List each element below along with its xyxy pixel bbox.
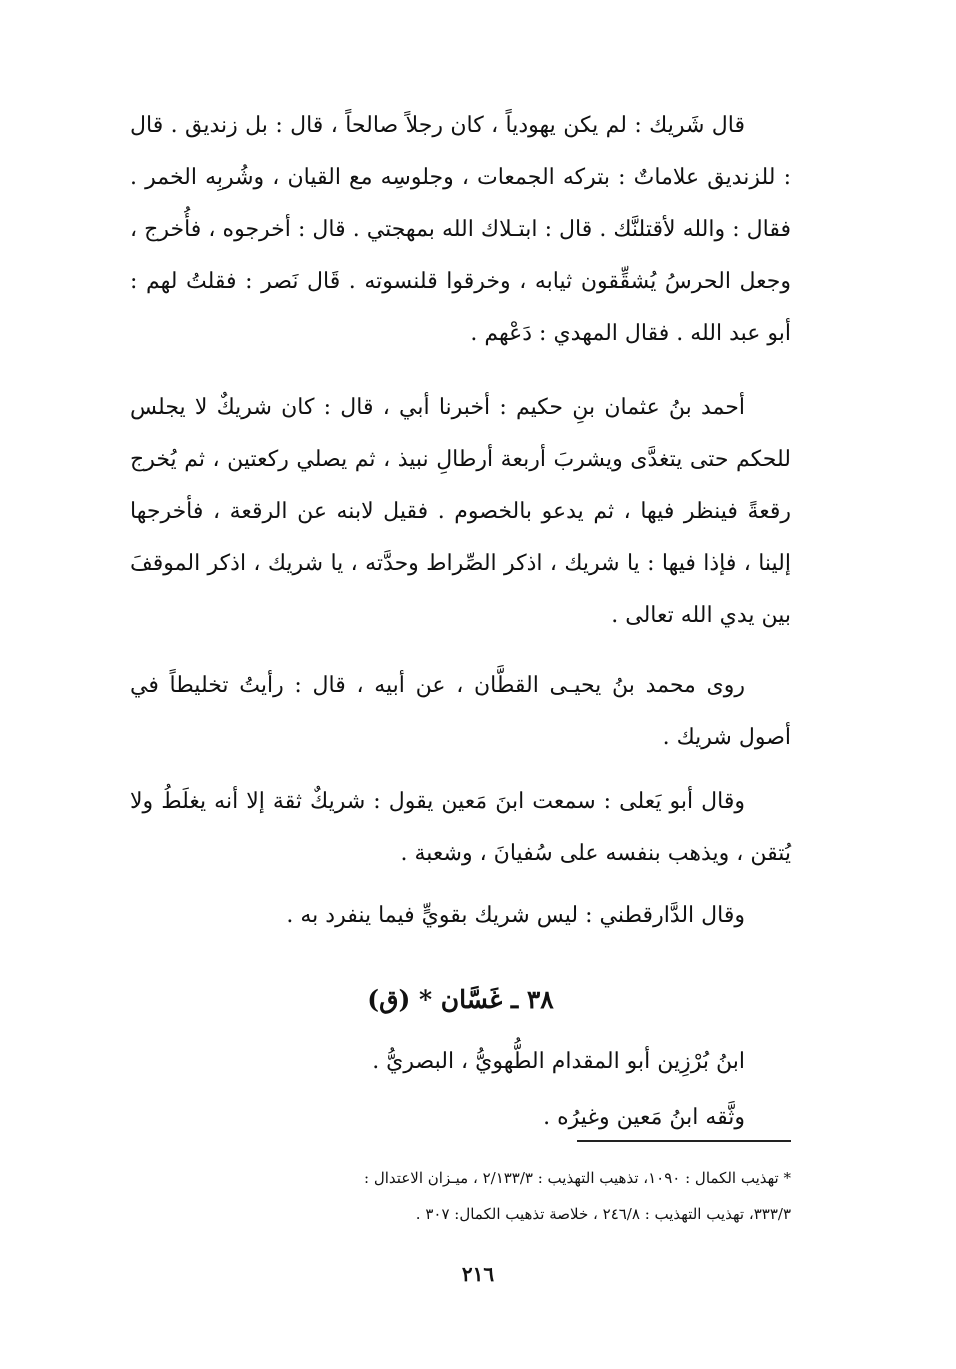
paragraph-muhammad-al-qattan: روى محمد بنُ يحيـى القطَّان ، عن أبيه ، قال : رأيتُ تخليطاً في أصول شريك . — [130, 673, 791, 750]
entry-heading: ٣٨ ـ غَسَّان * (ق) — [367, 985, 554, 1014]
paragraph-ahmad-ibn-uthman: أحمد بنُ عثمان بنِ حكيم : أخبرنا أبي ، قال : كان شريكٌ لا يجلس للحكم حتى يتغدَّى ويشربَ أربعة أرطالِ نبيذ ، ثم يصلي ركعتين ، ثم يُخرج رقعةً فينظر فيها ، ثم يدعو بالخصوم . فقيل لابنه عن الرقعة ، فأخرجها إلينا ، فإذا فيها : يا شريك ، اذكر الصِّراط وحدَّته ، يا شريك ، اذكر الموقفَ بين يدي الله تعالى . — [130, 395, 791, 628]
footnote-line: * تهذيب الكمال : ١٠٩٠، تذهيب التهذيب : ٢/١٣٣/٣ ، ميـزان الاعتدال : — [364, 1169, 791, 1187]
entry-line-tawthiq: وثَّقه ابنُ مَعين وغيرُه . — [543, 1105, 745, 1130]
paragraph-daraqutni: وقال الدَّارقطني : ليس شريك بقويٍّ فيما ينفرد به . — [286, 903, 745, 928]
footnotes — [130, 1160, 791, 1232]
page-number: ٢١٦ — [461, 1262, 495, 1286]
paragraph-abu-yala: وقال أبو يَعلى : سمعت ابنَ مَعين يقول : شريكٌ ثقة إلا أنه يغلَطُ ولا يُتقن ، ويذهب بنفسه على سُفيانَ ، وشعبة . — [130, 789, 791, 866]
entry-line-lineage: ابنُ بُرْزِين أبو المقدام الطُّهويُّ ، البصريُّ . — [372, 1049, 745, 1074]
paragraph-sharik-zindiq: قال شَريك : لم يكن يهودياً ، كان رجلاً صالحاً ، قال : بل زنديق . قال : للزنديق علاماتٌ : بتركه الجمعات ، وجلوسِه مع القيان ، وشُربِه الخمر . فقال : والله لأقتلنَّك . قال : ابتـلاك الله بمهجتي . قال : أخرجوه ، فأُخرج ، وجعل الحرسُ يُشقِّقون ثيابه ، وخرقوا قلنسوته . قَال نَصر : فقلتُ لهم : أبو عبد الله . فقال المهدي : دَعْهم . — [130, 113, 791, 346]
footnote-divider — [577, 1140, 791, 1142]
page-body — [130, 100, 791, 1146]
footnote-line: ٣٣٣/٣، تهذيب التهذيب : ٢٤٦/٨ ، خلاصة تذهيب الكمال: ٣٠٧ . — [415, 1205, 791, 1223]
